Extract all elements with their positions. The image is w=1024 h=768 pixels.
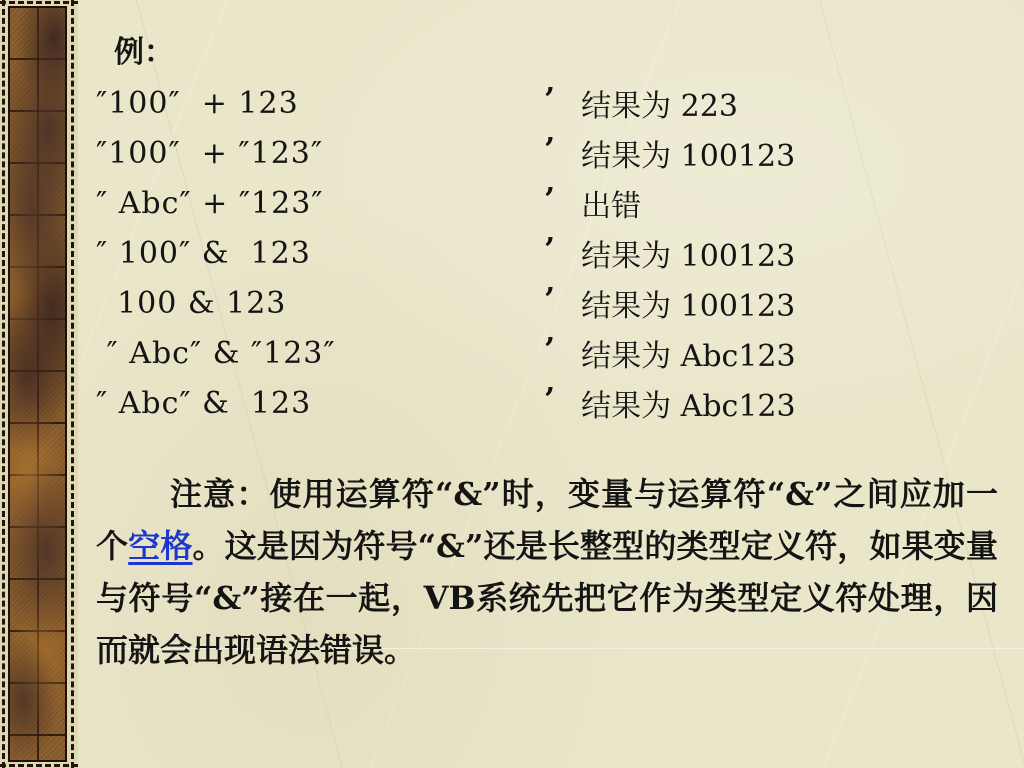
code-comment <box>544 281 795 325</box>
code-row <box>96 328 1006 378</box>
code-comment <box>544 81 738 125</box>
code-row <box>96 278 1006 328</box>
comment-text: 结果为 223 <box>581 89 738 124</box>
comment-apostrophe: ’ <box>544 280 556 318</box>
stitch-pattern-bottom <box>0 764 78 767</box>
slide-content <box>96 28 1006 676</box>
stitch-pattern-top <box>0 1 78 4</box>
comment-apostrophe: ’ <box>544 230 556 268</box>
code-comment <box>544 181 641 225</box>
code-row <box>96 178 1006 228</box>
code-expression: 100 & 123 <box>96 285 287 321</box>
code-comment <box>544 131 795 175</box>
comment-apostrophe: ’ <box>544 330 556 368</box>
code-expression: ″ Abc″ & ″123″ <box>96 335 336 371</box>
comment-apostrophe: ’ <box>544 130 556 168</box>
note-text-after: 。这是因为符号“&”还是长整型的类型定义符，如果变量与符号“&”接在一起，VB系统先把它作为类型定义符处理，因而就会出现语法错误。 <box>96 527 998 669</box>
comment-apostrophe: ’ <box>544 380 556 418</box>
comment-text: 结果为 Abc123 <box>581 389 796 424</box>
stitch-pattern-left <box>2 0 5 768</box>
note-paragraph <box>96 468 998 676</box>
code-expression: ″ Abc″ + ″123″ <box>96 185 324 221</box>
note-text-before: 注意：使用运算符“&”时，变量与运算符“&”之间应加一个 <box>96 475 998 565</box>
code-comment <box>544 231 795 275</box>
space-hyperlink[interactable]: 空格 <box>128 527 193 565</box>
code-expression: ″ Abc″ & 123 <box>96 385 312 421</box>
quilt-leaf-pattern <box>8 6 67 762</box>
comment-apostrophe: ’ <box>544 180 556 218</box>
comment-apostrophe: ’ <box>544 80 556 118</box>
code-row <box>96 78 1006 128</box>
comment-text: 结果为 Abc123 <box>581 339 796 374</box>
code-row <box>96 128 1006 178</box>
code-comment <box>544 331 796 375</box>
code-expression: ″100″ + 123 <box>96 85 299 121</box>
decorative-left-border <box>0 0 78 768</box>
comment-text: 结果为 100123 <box>581 289 796 324</box>
slide-title: 例： <box>114 35 174 70</box>
comment-text: 出错 <box>581 189 642 224</box>
code-row <box>96 228 1006 278</box>
code-expression: ″100″ + ″123″ <box>96 135 324 171</box>
code-comment <box>544 381 796 425</box>
code-expression: ″ 100″ & 123 <box>96 235 311 271</box>
comment-text: 结果为 100123 <box>581 139 796 174</box>
stitch-pattern-right <box>71 0 74 768</box>
comment-text: 结果为 100123 <box>581 239 796 274</box>
code-row <box>96 378 1006 428</box>
